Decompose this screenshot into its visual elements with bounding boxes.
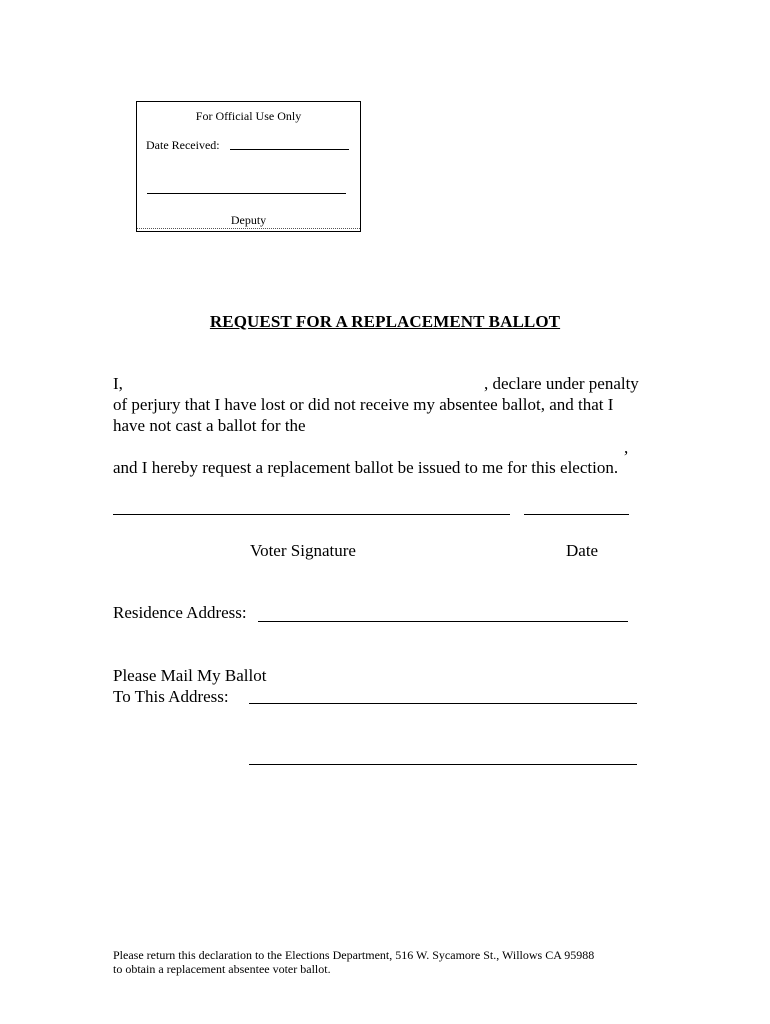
- official-use-title: For Official Use Only: [195, 109, 302, 123]
- residence-address-label: Residence Address:: [113, 603, 247, 622]
- declaration-line-2: of perjury that I have lost or did not receive my absentee ballot, and that I: [113, 395, 614, 414]
- mail-address-label-line-2: To This Address:: [113, 687, 229, 706]
- date-received-field[interactable]: [230, 149, 349, 150]
- mail-address-field-1[interactable]: [249, 703, 637, 704]
- declaration-declare: , declare under penalty: [484, 374, 639, 393]
- voter-signature-label: Voter Signature: [250, 541, 356, 560]
- deputy-signature-field[interactable]: [147, 193, 346, 194]
- declaration-comma: ,: [624, 438, 629, 457]
- date-received-label: Date Received:: [146, 138, 220, 152]
- footer-line-1: Please return this declaration to the Elections Department, 516 W. Sycamore St., Willows CA 95988: [113, 948, 595, 962]
- declaration-i: I,: [113, 374, 123, 393]
- declaration-line-3: have not cast a ballot for the: [113, 416, 306, 435]
- official-use-box: [136, 101, 361, 232]
- election-name-field[interactable]: [320, 418, 620, 458]
- mail-address-field-2[interactable]: [249, 764, 637, 765]
- voter-name-field[interactable]: [130, 376, 480, 396]
- date-label: Date: [566, 541, 599, 560]
- date-field[interactable]: [524, 514, 629, 515]
- footer-line-2: to obtain a replacement absentee voter ballot.: [113, 962, 331, 976]
- voter-signature-field[interactable]: [113, 514, 510, 515]
- mail-address-label-line-1: Please Mail My Ballot: [113, 666, 267, 685]
- residence-address-field[interactable]: [258, 621, 628, 622]
- declaration-line-4: and I hereby request a replacement ballot be issued to me for this election.: [113, 458, 619, 477]
- deputy-label: Deputy: [230, 213, 267, 227]
- form-title: REQUEST FOR A REPLACEMENT BALLOT: [209, 312, 561, 331]
